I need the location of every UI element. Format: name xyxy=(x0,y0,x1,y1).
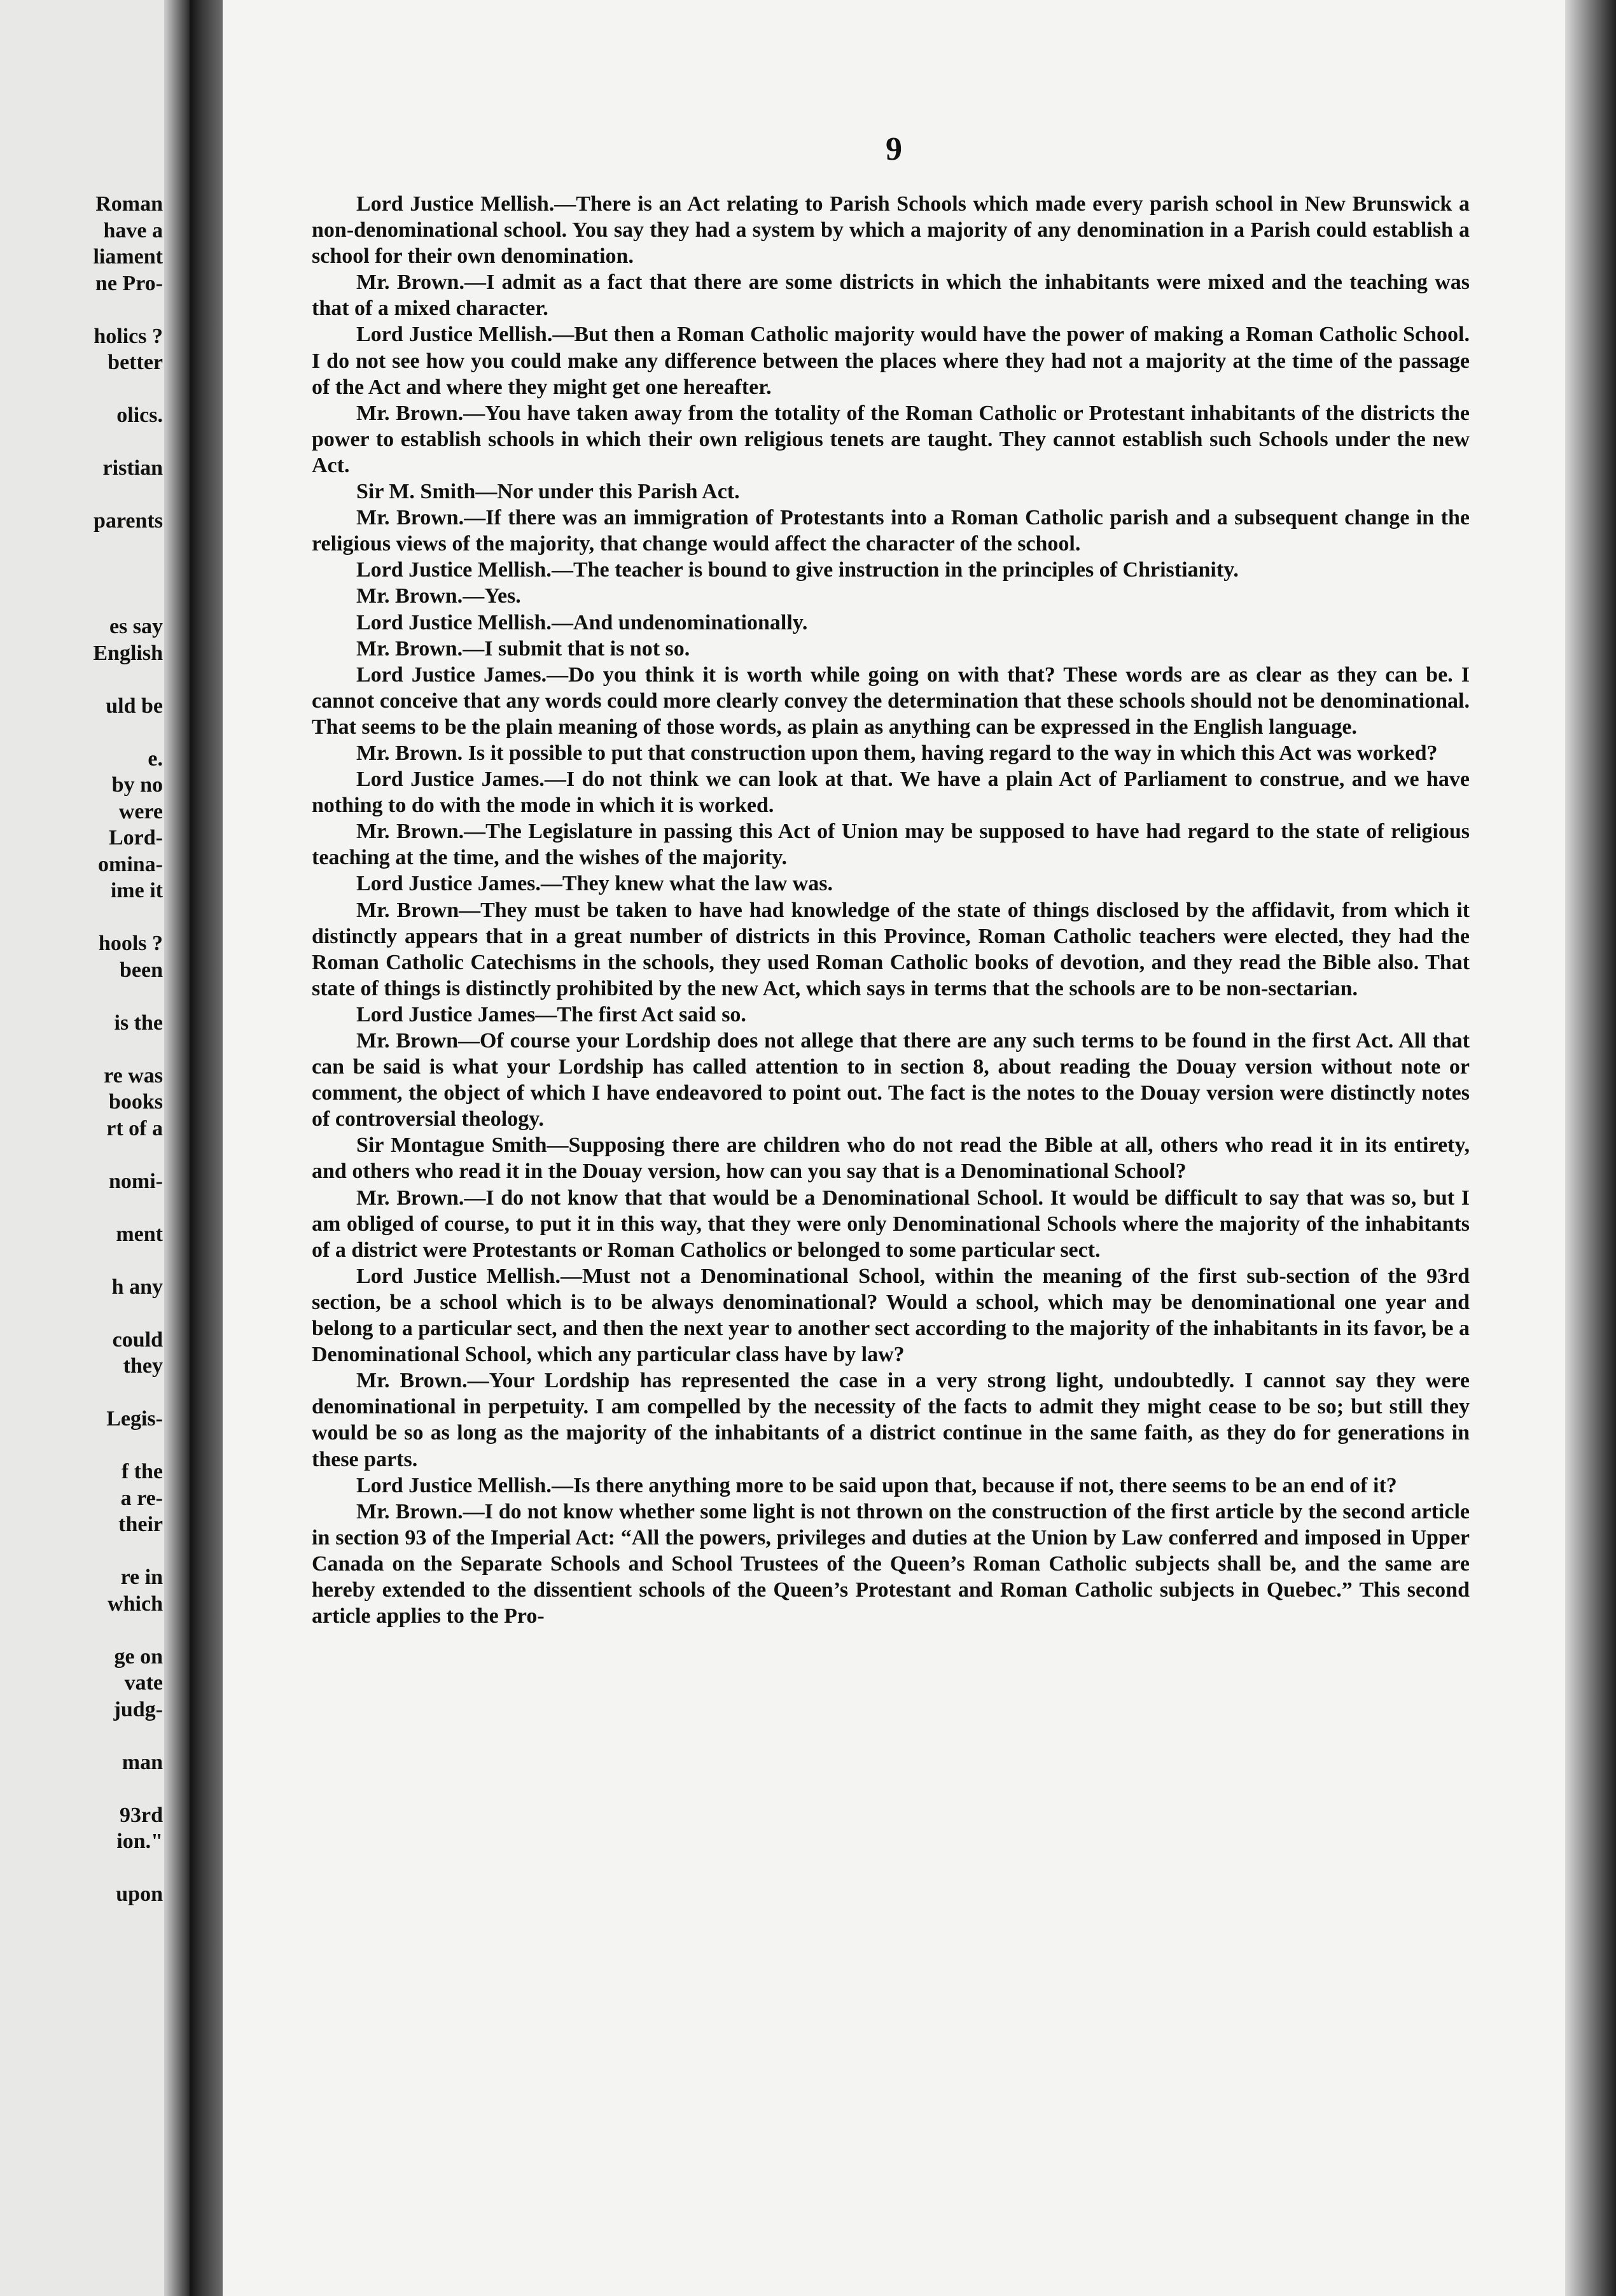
speech-text: —You have taken away from the totality of the Roman Catholic or Protestant inhabitants of the districts the power to establish schools in which their own religious tenets are taught. They cannot establish such Schools under the new Act. xyxy=(312,401,1470,477)
speech-text: —Of course your Lordship does not allege that there are any such terms to be found in the first Act. All that can be said is what your Lordship has called attention to in section 8, about reading the Douay version without note or comment, the object of which I have endeavored to point out. The fact is the notes to the Douay version were distinctly notes of controversial theology. xyxy=(312,1029,1470,1131)
transcript-body xyxy=(312,191,1470,1629)
facing-page-fragment xyxy=(4,482,163,508)
facing-page-fragment: rt of a xyxy=(106,1116,163,1140)
speaker-name: Lord Justice Mellish. xyxy=(356,323,553,347)
speech-paragraph xyxy=(312,740,1470,766)
speech-paragraph xyxy=(312,1002,1470,1028)
document-page xyxy=(223,0,1565,2296)
facing-page-fragment xyxy=(4,1036,163,1063)
speech-text: —I do not know whether some light is not thrown on the construction of the first article by the second article in section 93 of the Imperial Act: “All the powers, privileges and duties at the Union by Law conferred and imposed in Upper Canada on the Separate Schools and School Trustees of the Queen’s Roman Catholic subjects shall be, and the same are hereby extended to the dissentient schools of the Queen’s Protestant and Roman Catholic subjects in Quebec.” This second article applies to the Pro- xyxy=(312,1499,1470,1628)
speech-paragraph xyxy=(312,1132,1470,1184)
facing-page-fragment: books xyxy=(108,1090,163,1114)
speech-paragraph xyxy=(312,897,1470,1002)
facing-page-fragment: re was xyxy=(104,1063,163,1088)
speaker-name: Lord Justice James. xyxy=(356,767,545,792)
facing-page-fragment: olics. xyxy=(116,403,163,427)
speaker-name: Lord Justice Mellish. xyxy=(356,192,555,216)
speaker-name: Mr. Brown. xyxy=(356,820,464,844)
speech-paragraph xyxy=(312,1028,1470,1132)
facing-page-fragment: man xyxy=(122,1750,163,1774)
speech-text: —If there was an immigration of Protestants into a Roman Catholic parish and a subsequent change in the religious views of the majority, that change would affect the character of the school. xyxy=(312,506,1470,556)
speech-paragraph xyxy=(312,269,1470,321)
facing-page-fragment: upon xyxy=(116,1882,163,1906)
facing-page-fragment: their xyxy=(118,1513,163,1536)
speech-text: —There is an Act relating to Parish Schools which made every parish school in New Brunswick a non-denominational school. You say they had a system by which a majority of any denomination in a Parish could establish a school for their own denomination. xyxy=(312,192,1470,269)
speech-paragraph xyxy=(312,818,1470,871)
facing-page-fragment xyxy=(4,1723,163,1749)
speaker-name: Lord Justice Mellish. xyxy=(356,1473,552,1497)
facing-page-fragment: e. xyxy=(148,746,163,771)
speech-text: —Supposing there are children who do not read the Bible at all, others who read it in its entirety, and others who read it in the Douay version, how can you say that is a Denominational School? xyxy=(312,1133,1470,1184)
facing-page-fragment xyxy=(4,1300,163,1327)
speaker-name: Mr. Brown. xyxy=(356,506,464,530)
speaker-name: Lord Justice James. xyxy=(356,872,541,896)
facing-page-fragment: h any xyxy=(111,1275,163,1299)
facing-page-fragment xyxy=(4,561,163,587)
speech-text: —Is there anything more to be said upon that, because if not, there seems to be an end of it? xyxy=(551,1473,1397,1497)
speaker-name: Lord Justice Mellish. xyxy=(356,1264,561,1288)
speech-text: —Your Lordship has represented the case in a very strong light, undoubtedly. I cannot say they were denominational in perpetuity. I am compelled by the necessity of the facts to admit they might cease to be so; but still they would be so as long as the majority of the inhabitants of a district continue in the same faith, as they do for generations in these parts. xyxy=(312,1369,1470,1471)
facing-page-fragment: by no xyxy=(111,773,163,797)
speech-paragraph xyxy=(312,191,1470,269)
facing-page-fragment: ne Pro- xyxy=(95,271,163,295)
facing-page-fragment xyxy=(4,1142,163,1168)
speaker-name: Sir M. Smith xyxy=(356,480,476,504)
speech-paragraph xyxy=(312,1473,1470,1499)
speech-text: —Must not a Denominational School, within the meaning of the first sub-section of the 93rd section, be a school which is to be always denominational? Would a school, which may be denominational one year and belong to a particular sect, and then the next year to another sect according to the majority of the inhabitants in its favor, be a Denominational School, which any particular class have by law? xyxy=(312,1264,1470,1367)
book-spine xyxy=(190,0,223,2296)
facing-page-fragment xyxy=(4,1194,163,1221)
facing-page-fragment xyxy=(4,904,163,931)
speech-paragraph xyxy=(312,321,1470,400)
speaker-name: Mr. Brown. xyxy=(356,741,463,765)
facing-page-fragment: liament xyxy=(93,245,163,269)
facing-page-fragment: holics ? xyxy=(94,324,163,348)
facing-page-fragment: Legis- xyxy=(106,1407,163,1431)
speech-text: Is it possible to put that construction upon them, having regard to the way in which this Act was worked? xyxy=(463,741,1438,765)
speaker-name: Lord Justice Mellish. xyxy=(356,558,552,582)
facing-page-fragment: omina- xyxy=(98,852,163,876)
facing-page-fragment: could xyxy=(112,1327,163,1352)
facing-page-fragment xyxy=(4,1855,163,1882)
facing-page-fragment: ge on xyxy=(114,1644,163,1669)
facing-page-fragment: ment xyxy=(116,1222,163,1246)
speaker-name: Mr. Brown xyxy=(356,898,459,922)
facing-page-edge xyxy=(0,0,190,2296)
speaker-name: Mr. Brown. xyxy=(356,1499,463,1523)
facing-page-fragment xyxy=(4,1538,163,1565)
facing-page-fragment xyxy=(4,535,163,561)
facing-page-fragment xyxy=(4,587,163,614)
facing-page-fragment: a re- xyxy=(120,1486,163,1510)
facing-page-fragment xyxy=(4,1247,163,1274)
facing-page-fragment: es say xyxy=(109,615,163,638)
speech-text: —I do not know that that would be a Denominational School. It would be difficult to say that was so, but I am obliged of course, to put it in this way, that they were only Denominational Schools where the majority of the inhabitants of a district were Protestants or Roman Catholics or belonged to some particular sect. xyxy=(312,1186,1470,1262)
speech-paragraph xyxy=(312,400,1470,479)
page-number: 9 xyxy=(886,131,902,167)
facing-page-fragment: have a xyxy=(103,218,163,242)
speech-paragraph xyxy=(312,1263,1470,1368)
facing-page-fragment: judg- xyxy=(113,1697,163,1721)
facing-page-fragment: re in xyxy=(120,1565,163,1589)
facing-page-fragment: 93rd xyxy=(120,1803,163,1827)
speech-text: —Yes. xyxy=(463,584,521,608)
speech-paragraph xyxy=(312,583,1470,609)
facing-page-fragment: is the xyxy=(114,1011,163,1035)
facing-page-fragment: hools ? xyxy=(98,932,163,955)
facing-page-fragment xyxy=(4,1432,163,1459)
facing-page-fragment xyxy=(4,983,163,1010)
facing-page-fragment: f the xyxy=(121,1460,163,1483)
speaker-name: Lord Justice Mellish. xyxy=(356,610,552,634)
speech-text: —I do not think we can look at that. We have a plain Act of Parliament to construe, and we have nothing to do with the mode in which it is worked. xyxy=(312,767,1470,818)
speech-paragraph xyxy=(312,479,1470,505)
facing-page-fragment xyxy=(4,1380,163,1406)
speech-paragraph xyxy=(312,557,1470,583)
speech-paragraph xyxy=(312,505,1470,557)
speech-text: —They must be taken to have had knowledge of the state of things disclosed by the affidavit, from which it distinctly appears that in a great number of districts in this Province, Roman Catholic teachers were elected, they had the Roman Catholic Catechisms in the schools, they used Roman Catholic books of devotion, and they read the Bible also. That state of things is distinctly prohibited by the new Act, which says in terms that the schools are to be non-sectarian. xyxy=(312,898,1470,1000)
facing-page-fragment: ristian xyxy=(102,456,163,480)
speaker-name: Mr. Brown. xyxy=(356,584,463,608)
facing-page-fragment xyxy=(4,719,163,746)
speaker-name: Mr. Brown. xyxy=(356,1369,468,1393)
speech-paragraph xyxy=(312,636,1470,662)
facing-page-fragment xyxy=(4,1617,163,1644)
speech-text: —I admit as a fact that there are some districts in which the inhabitants were mixed and the teaching was that of a mixed character. xyxy=(312,270,1470,321)
speaker-name: Mr. Brown. xyxy=(356,270,464,295)
facing-page-fragment: Roman xyxy=(95,192,163,216)
speech-text: —They knew what the law was. xyxy=(540,872,833,896)
speaker-name: Lord Justice James xyxy=(356,1002,536,1026)
facing-page-fragment: Lord- xyxy=(109,826,163,850)
facing-page-fragment: which xyxy=(108,1592,163,1616)
facing-page-fragment xyxy=(4,297,163,323)
speech-text: —The first Act said so. xyxy=(535,1002,746,1026)
facing-page-fragment: English xyxy=(93,641,163,665)
speech-text: —The Legislature in passing this Act of Union may be supposed to have had regard to the state of religious teaching at the time, and the wishes of the majority. xyxy=(312,820,1470,870)
speech-paragraph xyxy=(312,1499,1470,1629)
facing-page-fragment: ion." xyxy=(116,1830,163,1853)
facing-page-fragment xyxy=(4,429,163,456)
speech-text: —I submit that is not so. xyxy=(463,636,690,661)
facing-page-fragment xyxy=(4,376,163,403)
speech-paragraph xyxy=(312,662,1470,740)
facing-page-fragment: better xyxy=(108,351,163,374)
facing-page-fragment: vate xyxy=(124,1671,163,1695)
speaker-name: Mr. Brown. xyxy=(356,636,463,661)
speaker-name: Sir Montague Smith xyxy=(356,1133,547,1158)
facing-page-fragment: ime it xyxy=(110,879,163,902)
speech-paragraph xyxy=(312,766,1470,818)
speech-text: —Do you think it is worth while going on with that? These words are as clear as they can be. I cannot conceive that any words could more clearly convey the determination that these schools should not be denominational. That seems to be the plain meaning of those words, as plain as anything can be expressed in the English language. xyxy=(312,662,1470,739)
speaker-name: Lord Justice James. xyxy=(356,662,547,687)
facing-page-fragment: they xyxy=(123,1354,163,1378)
page-gutter-shadow xyxy=(164,0,190,2296)
speech-text: —The teacher is bound to give instruction in the principles of Christianity. xyxy=(551,558,1239,582)
facing-page-fragment: nomi- xyxy=(109,1169,163,1193)
facing-page-fragment: uld be xyxy=(106,694,163,718)
page-right-edge xyxy=(1565,0,1616,2296)
facing-page-fragment xyxy=(4,666,163,693)
facing-page-fragment: were xyxy=(118,799,163,823)
facing-page-fragment: been xyxy=(120,958,163,982)
speech-paragraph xyxy=(312,1368,1470,1472)
speech-paragraph xyxy=(312,610,1470,636)
facing-page-fragment xyxy=(4,1775,163,1802)
facing-page-fragment: parents xyxy=(94,509,163,533)
speech-text: —But then a Roman Catholic majority would have the power of making a Roman Catholic School. I do not see how you could make any difference between the places where they had not a majority at the time of the passage of the Act and where they might get one hereafter. xyxy=(312,323,1470,399)
speech-paragraph xyxy=(312,871,1470,897)
speech-paragraph xyxy=(312,1185,1470,1263)
speech-text: —And undenominationally. xyxy=(551,610,808,634)
speaker-name: Mr. Brown xyxy=(356,1029,459,1053)
speaker-name: Mr. Brown. xyxy=(356,1186,464,1210)
speaker-name: Mr. Brown. xyxy=(356,401,464,425)
facing-page-text xyxy=(4,191,163,1908)
speech-text: —Nor under this Parish Act. xyxy=(475,480,740,504)
